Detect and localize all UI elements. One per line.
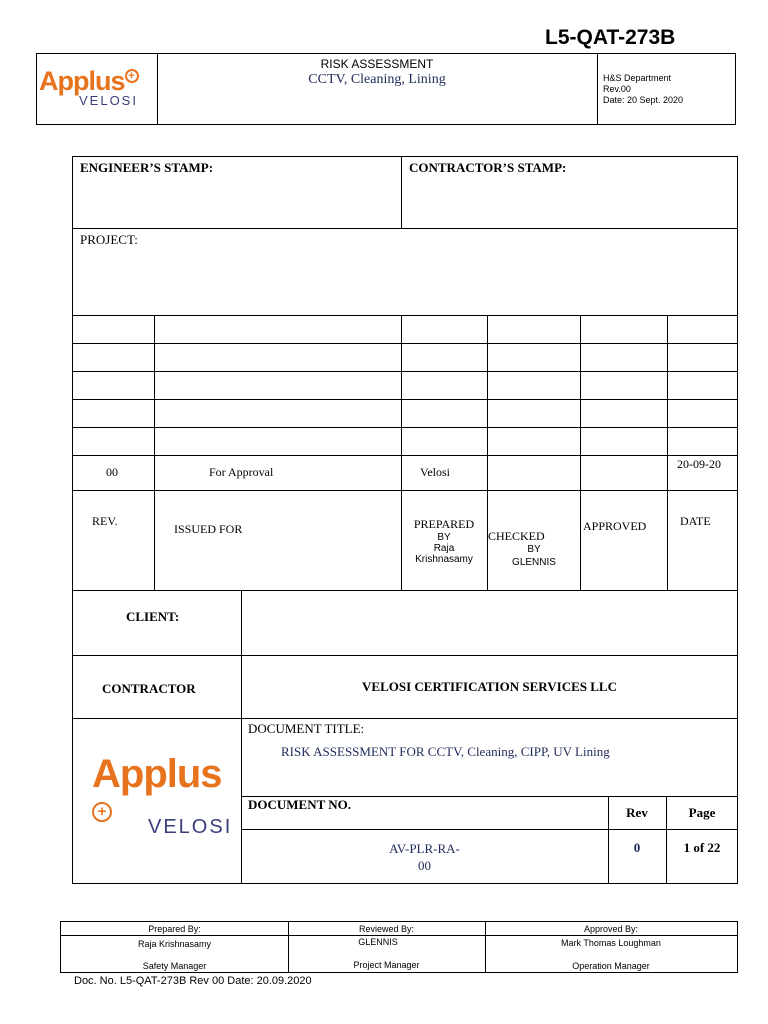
checked-header: [497, 544, 571, 568]
contractor-label: CONTRACTOR: [102, 681, 196, 696]
footer-approved-role: Operation Manager: [572, 961, 650, 971]
footer-reviewed-name: GLENNIS: [358, 937, 398, 947]
contractor-name: VELOSI CERTIFICATION SERVICES LLC: [362, 679, 617, 694]
prepared-name-1: Raja: [433, 543, 455, 554]
footer-approved-label: Approved By:: [583, 924, 639, 934]
document-title: RISK ASSESSMENT FOR CCTV, Cleaning, CIPP, UV Lining: [281, 744, 610, 759]
rev-value: 0: [633, 840, 641, 855]
prepared-header: [401, 517, 487, 565]
footer-table: [60, 921, 738, 973]
rev-row-issued-for: For Approval: [209, 465, 274, 479]
page-value: 1 of 22: [683, 840, 721, 855]
header-rev: Rev.00: [603, 84, 631, 94]
header-date: Date: 20 Sept. 2020: [603, 95, 684, 105]
engineer-stamp-label: ENGINEER’S STAMP:: [80, 160, 214, 175]
header-title-1: RISK ASSESSMENT: [320, 57, 434, 71]
document-code: L5-QAT-273B: [545, 26, 676, 49]
header-meta: [603, 73, 683, 106]
logo-word: Applus: [39, 66, 125, 96]
document-logo: [92, 752, 232, 839]
document-no-line-1: AV-PLR-RA-: [389, 841, 460, 856]
document-no-label: DOCUMENT NO.: [248, 797, 352, 812]
project-label: PROJECT:: [80, 232, 138, 247]
footer-reviewed-role: Project Manager: [353, 960, 420, 970]
rev-header: REV.: [92, 514, 118, 528]
checked-name: GLENNIS: [512, 557, 556, 568]
header-logo: [39, 66, 155, 108]
checked-by: BY: [527, 544, 541, 555]
prepared-label: PREPARED: [413, 517, 475, 531]
page-label: Page: [688, 805, 716, 820]
rev-row-prepared: Velosi: [420, 465, 450, 479]
rev-label: Rev: [626, 805, 648, 820]
approved-header: APPROVED: [583, 519, 647, 533]
header-title-2: CCTV, Cleaning, Lining: [308, 72, 446, 87]
footer-reviewed-label: Reviewed By:: [358, 924, 415, 934]
footer-prepared-role: Safety Manager: [142, 961, 207, 971]
checked-label: CHECKED: [488, 529, 545, 543]
document-no-value: [241, 840, 608, 874]
header-box: [36, 53, 736, 125]
doc-logo-sub: VELOSI: [148, 816, 233, 838]
footer-prepared-name: Raja Krishnasamy: [137, 939, 212, 949]
doc-logo-plus-icon: +: [92, 802, 112, 822]
document-no-line-2: 00: [418, 858, 431, 873]
contractor-stamp-label: CONTRACTOR’S STAMP:: [409, 160, 567, 175]
rev-row-rev: 00: [106, 465, 118, 479]
header-dept: H&S Department: [603, 73, 672, 83]
rev-row-date: 20-09-20: [677, 457, 721, 471]
document-title-label: DOCUMENT TITLE:: [248, 721, 365, 736]
prepared-by: BY: [437, 532, 451, 543]
client-label: CLIENT:: [126, 609, 180, 624]
logo-sub: VELOSI: [79, 93, 138, 108]
date-header: DATE: [680, 514, 711, 528]
footer-approved-name: Mark Thomas Loughman: [561, 938, 661, 948]
footer-doc-line: Doc. No. L5-QAT-273B Rev 00 Date: 20.09.2020: [74, 975, 312, 987]
doc-logo-word: Applus: [92, 752, 222, 796]
prepared-name-2: Krishnasamy: [415, 554, 473, 565]
footer-prepared-label: Prepared By:: [148, 924, 201, 934]
logo-plus-icon: +: [125, 69, 139, 83]
issued-for-header: ISSUED FOR: [174, 522, 243, 536]
